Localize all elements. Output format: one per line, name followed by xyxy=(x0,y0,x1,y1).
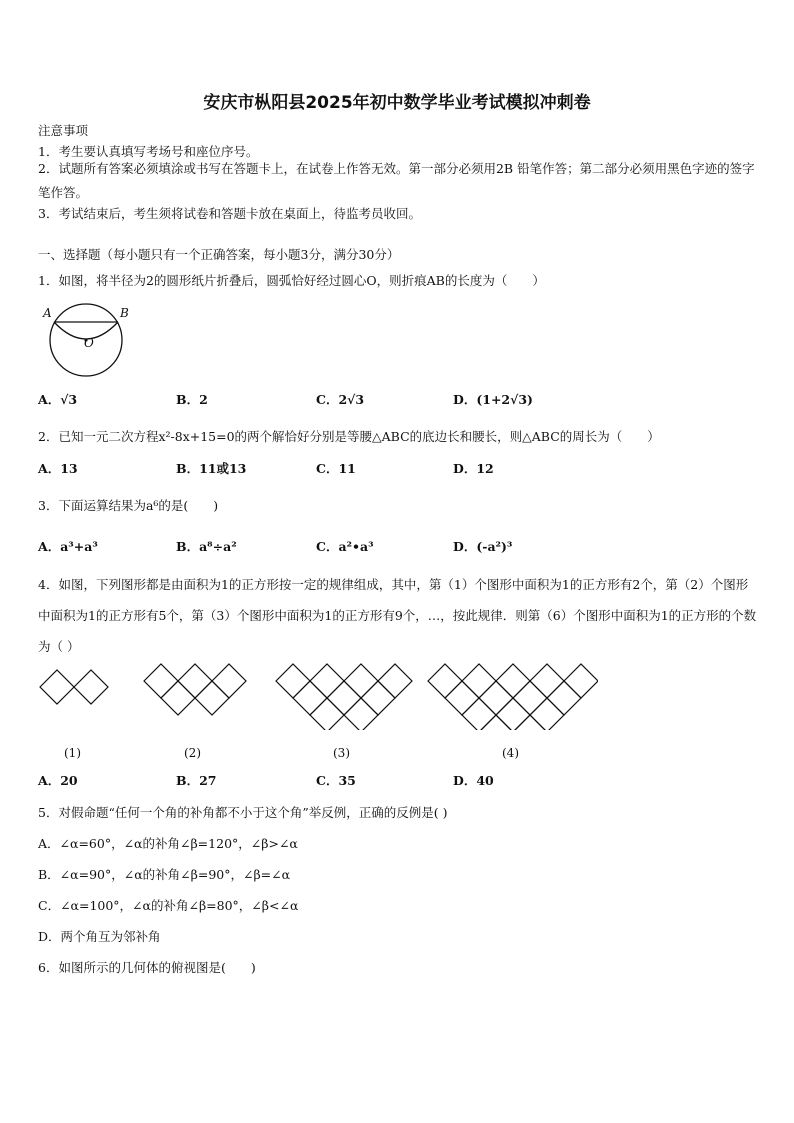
pattern-label-3: (3) xyxy=(333,746,350,760)
pattern-square xyxy=(293,681,327,715)
q2-option-c: C．11 xyxy=(316,461,356,476)
pattern-square xyxy=(496,664,530,698)
q2-option-a: A．13 xyxy=(38,461,78,476)
pattern-square xyxy=(161,681,195,715)
q3-option-a: A．a³+a³ xyxy=(38,539,98,554)
pattern-label-4: (4) xyxy=(502,746,519,760)
pattern-square xyxy=(378,664,412,698)
question-4-stem: 4．如图，下列图形都是由面积为1的正方形按一定的规律组成，其中，第（1）个图形中面积为1的正方形有2个，第（2）个图形中面积为1的正方形有5个，第（3）个图形中面积为1的正方形有9个，…，按此规律．则第（6）个图形中面积为1的正方形的个数为（ ） xyxy=(38,577,757,654)
q5-option-a: A．∠α=60°，∠α的补角∠β=120°，∠β>∠α xyxy=(38,836,298,851)
question-6-stem: 6．如图所示的几何体的俯视图是( ) xyxy=(38,960,256,975)
q3-option-b: B．a⁸÷a² xyxy=(176,539,237,554)
q1-option-b: B．2 xyxy=(176,392,208,407)
figure-label-o: O xyxy=(84,336,94,350)
notice-item-1: 1．考生要认真填写考场号和座位序号。 xyxy=(38,144,259,159)
notice-item-3: 3．考试结束后，考生须将试卷和答题卡放在桌面上，待监考员收回。 xyxy=(38,206,421,221)
pattern-square xyxy=(344,698,378,730)
q4-option-c: C．35 xyxy=(316,773,356,788)
pattern-square xyxy=(462,664,496,698)
pattern-square xyxy=(530,698,564,730)
pattern-square xyxy=(428,664,462,698)
pattern-square xyxy=(564,664,598,698)
pattern-label-1: (1) xyxy=(64,746,81,760)
question-1-stem: 1．如图，将半径为2的圆形纸片折叠后，圆弧恰好经过圆心O，则折痕AB的长度为（ ） xyxy=(38,273,545,288)
page-title: 安庆市枞阳县2025年初中数学毕业考试模拟冲刺卷 xyxy=(203,93,591,113)
q1-option-d: D．(1+2√3) xyxy=(453,392,533,407)
q5-option-d: D．两个角互为邻补角 xyxy=(38,929,161,944)
question-2-stem: 2．已知一元二次方程x²-8x+15=0的两个解恰好分别是等腰△ABC的底边长和腰长，则△ABC的周长为（ ） xyxy=(38,429,660,444)
q5-option-b: B．∠α=90°，∠α的补角∠β=90°，∠β=∠α xyxy=(38,867,291,882)
q4-option-a: A．20 xyxy=(38,773,78,788)
pattern-square xyxy=(513,715,547,730)
notice-item-2: 2．试题所有答案必须填涂或书写在答题卡上，在试卷上作答无效。第一部分必须用2B 铅笔作答；第二部分必须用黑色字迹的签字笔作答。 xyxy=(38,161,755,200)
q4-option-d: D．40 xyxy=(453,773,494,788)
pattern-square xyxy=(479,715,513,730)
pattern-square xyxy=(40,670,74,704)
notice-heading: 注意事项 xyxy=(38,123,89,138)
pattern-square xyxy=(74,670,108,704)
square-pattern-figure xyxy=(38,660,598,730)
pattern-square xyxy=(530,664,564,698)
pattern-square xyxy=(310,698,344,730)
q5-option-c: C．∠α=100°，∠α的补角∠β=80°，∠β<∠α xyxy=(38,898,299,913)
pattern-square xyxy=(361,681,395,715)
q4-option-b: B．27 xyxy=(176,773,217,788)
pattern-square xyxy=(513,681,547,715)
q1-option-a: A．√3 xyxy=(38,392,78,407)
q2-option-b: B．11或13 xyxy=(176,461,247,476)
pattern-square xyxy=(327,681,361,715)
figure-label-b: B xyxy=(120,306,129,320)
q3-option-c: C．a²•a³ xyxy=(316,539,374,554)
pattern-square xyxy=(195,681,229,715)
q1-option-c: C．2√3 xyxy=(316,392,365,407)
figure-label-a: A xyxy=(43,306,52,320)
pattern-square xyxy=(276,664,310,698)
pattern-square xyxy=(144,664,178,698)
pattern-square xyxy=(547,681,581,715)
pattern-square xyxy=(445,681,479,715)
section-heading: 一、选择题（每小题只有一个正确答案，每小题3分，满分30分） xyxy=(38,247,400,262)
pattern-square xyxy=(178,664,212,698)
pattern-square xyxy=(344,664,378,698)
q3-option-d: D．(-a²)³ xyxy=(453,539,513,554)
q2-option-d: D．12 xyxy=(453,461,494,476)
pattern-square xyxy=(496,698,530,730)
pattern-square xyxy=(212,664,246,698)
question-3-stem: 3．下面运算结果为a⁶的是( ) xyxy=(38,498,219,513)
pattern-label-2: (2) xyxy=(184,746,201,760)
pattern-square xyxy=(310,664,344,698)
pattern-square xyxy=(479,681,513,715)
pattern-square xyxy=(462,698,496,730)
question-5-stem: 5．对假命题“任何一个角的补角都不小于这个角”举反例，正确的反例是( ) xyxy=(38,805,448,820)
